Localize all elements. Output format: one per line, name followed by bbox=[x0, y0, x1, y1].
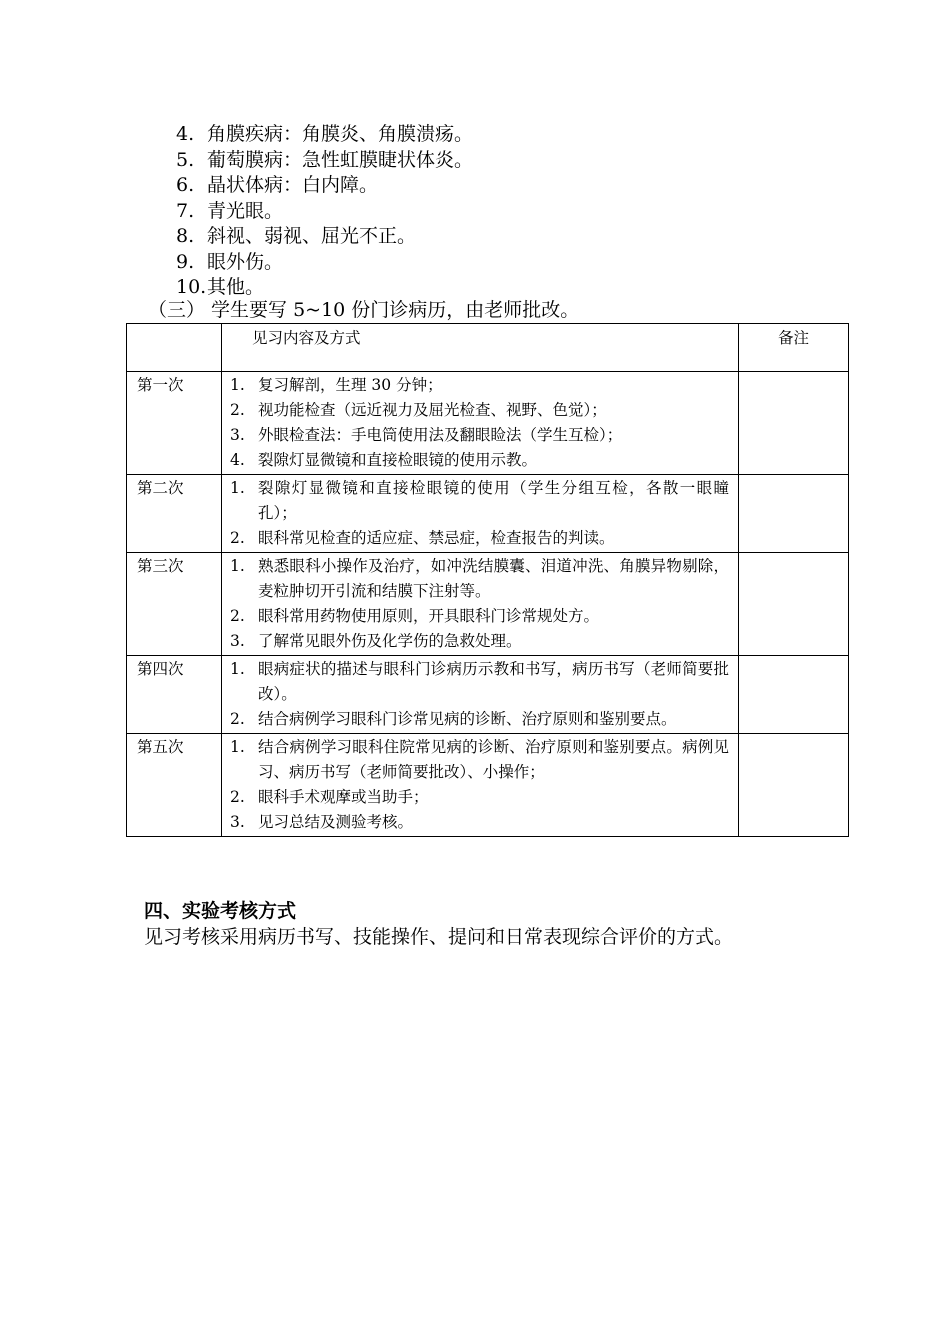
list-item: 2. 眼科常用药物使用原则，开具眼科门诊常规处方。 bbox=[230, 607, 600, 625]
assessment-section bbox=[144, 899, 814, 950]
note-cell bbox=[739, 475, 849, 553]
list-item: 10.其他。 bbox=[176, 276, 265, 298]
list-item: 2. 眼科常见检查的适应症、禁忌症，检查报告的判读。 bbox=[230, 529, 615, 547]
list-item: 4. 裂隙灯显微镜和直接检眼镜的使用示教。 bbox=[230, 451, 538, 469]
header-note: 备注 bbox=[739, 324, 849, 372]
list-item: 1. 眼病症状的描述与眼科门诊病历示教和书写，病历书写（老师简要批改）。 bbox=[230, 660, 729, 703]
session-label: 第一次 bbox=[127, 372, 222, 475]
session-items bbox=[222, 734, 739, 837]
session-items bbox=[222, 475, 739, 553]
session-label: 第五次 bbox=[127, 734, 222, 837]
note-cell bbox=[739, 656, 849, 734]
table-row bbox=[127, 734, 849, 837]
subsection-heading: （三） 学生要写 5~10 份门诊病历，由老师批改。 bbox=[148, 299, 580, 321]
list-item: 2. 结合病例学习眼科门诊常见病的诊断、治疗原则和鉴别要点。 bbox=[230, 710, 677, 728]
list-item: 4. 角膜疾病：角膜炎、角膜溃疡。 bbox=[176, 123, 474, 145]
list-item: 1. 结合病例学习眼科住院常见病的诊断、治疗原则和鉴别要点。病例见习、病历书写（老师简要批改）、小操作； bbox=[230, 738, 729, 781]
list-item: 6. 晶状体病：白内障。 bbox=[176, 174, 379, 196]
table-row bbox=[127, 372, 849, 475]
note-cell bbox=[739, 372, 849, 475]
section-title: 四、实验考核方式 bbox=[144, 900, 297, 922]
session-items bbox=[222, 553, 739, 656]
list-item: 3. 了解常见眼外伤及化学伤的急救处理。 bbox=[230, 632, 522, 650]
disease-list bbox=[176, 122, 473, 301]
schedule-table bbox=[126, 323, 849, 837]
list-item: 5. 葡萄膜病：急性虹膜睫状体炎。 bbox=[176, 148, 474, 171]
header-empty-cell bbox=[127, 324, 222, 372]
list-item: 7. 青光眼。 bbox=[176, 199, 284, 222]
list-item: 8. 斜视、弱视、屈光不正。 bbox=[176, 225, 417, 247]
list-item: 2. 视功能检查（远近视力及屈光检查、视野、色觉）； bbox=[230, 401, 607, 419]
list-item: 3. 见习总结及测验考核。 bbox=[230, 813, 414, 831]
list-item: 3. 外眼检查法：手电筒使用法及翻眼睑法（学生互检）； bbox=[230, 426, 623, 444]
note-cell bbox=[739, 553, 849, 656]
session-items bbox=[222, 656, 739, 734]
list-item: 1. 熟悉眼科小操作及治疗，如冲洗结膜囊、泪道冲洗、角膜异物剔除，麦粒肿切开引流和结膜下注射等。 bbox=[230, 557, 729, 600]
list-item: 1. 复习解剖，生理 30 分钟； bbox=[230, 376, 443, 394]
header-content: 见习内容及方式 bbox=[222, 324, 739, 372]
list-item: 2. 眼科手术观摩或当助手； bbox=[230, 788, 429, 806]
note-cell bbox=[739, 734, 849, 837]
table-row bbox=[127, 475, 849, 553]
section-body: 见习考核采用病历书写、技能操作、提问和日常表现综合评价的方式。 bbox=[144, 925, 734, 948]
session-label: 第四次 bbox=[127, 656, 222, 734]
list-item: 9. 眼外伤。 bbox=[176, 250, 284, 273]
session-label: 第二次 bbox=[127, 475, 222, 553]
table-row bbox=[127, 656, 849, 734]
table-header-row bbox=[127, 324, 849, 372]
session-items bbox=[222, 372, 739, 475]
session-label: 第三次 bbox=[127, 553, 222, 656]
list-item: 1. 裂隙灯显微镜和直接检眼镜的使用（学生分组互检，各散一眼瞳孔）； bbox=[230, 479, 729, 522]
table-row bbox=[127, 553, 849, 656]
